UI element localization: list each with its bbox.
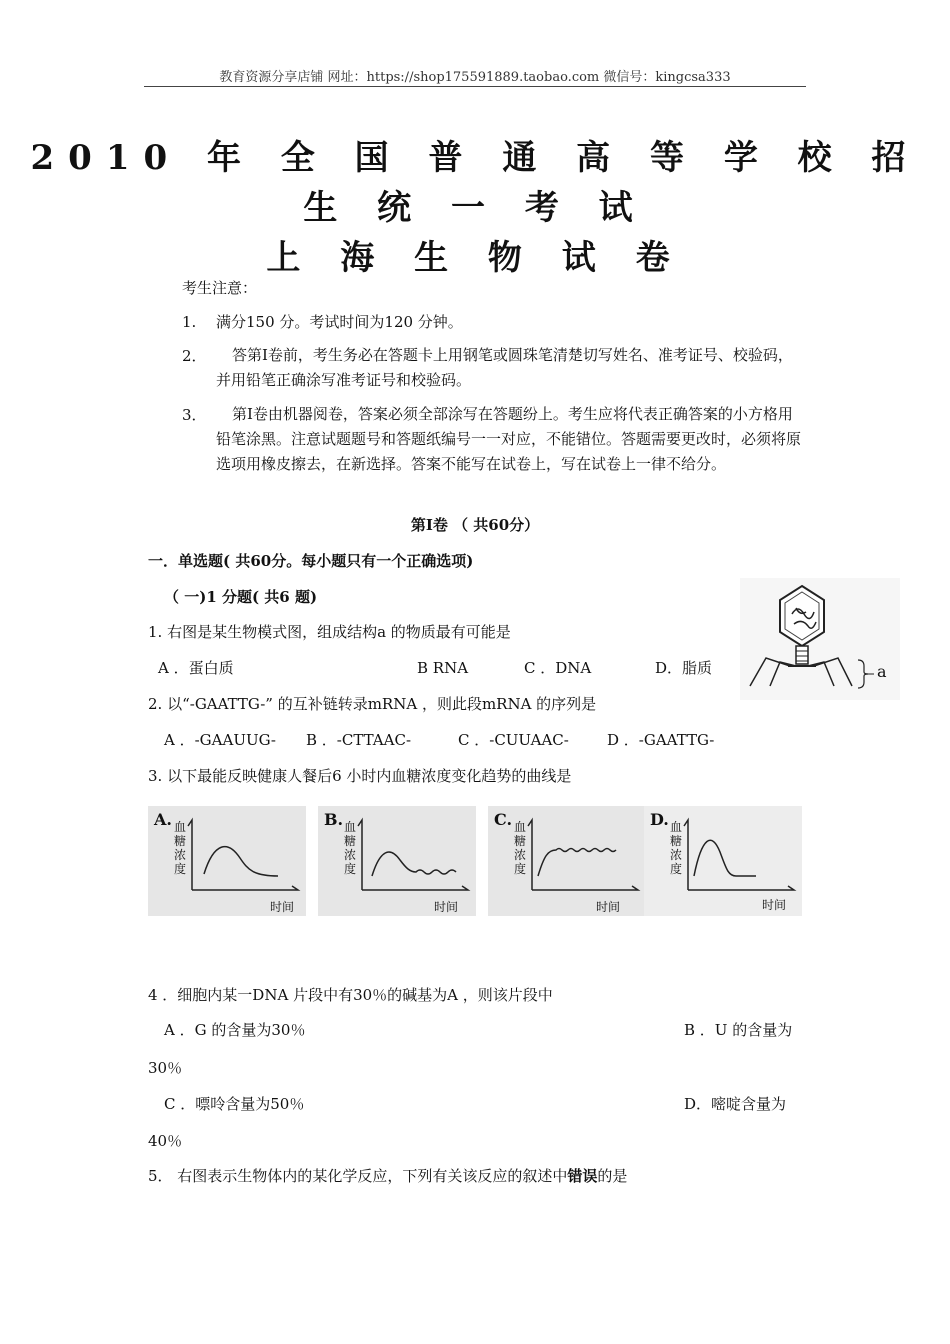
graph-c-ylabel: 血 糖 浓 度 [514, 820, 527, 876]
graph-b-ylabel: 血 糖 浓 度 [344, 820, 357, 876]
q1-option-d: D．脂质 [655, 659, 713, 677]
graph-c-xlabel: 时间 [596, 900, 621, 914]
q1-option-b: B RNA [417, 659, 469, 677]
notice-num-3: 3． [182, 406, 207, 424]
q5-stem-end: 的是 [597, 1167, 628, 1185]
graph-a-xlabel: 时间 [270, 900, 295, 914]
q4-option-c: C ．嘌呤含量为50％ [164, 1095, 305, 1113]
q5-emphasis: 错误 [567, 1167, 598, 1185]
glucose-graph-a [148, 806, 306, 916]
q4-option-b: B ．U 的含量为 [684, 1021, 793, 1039]
q4-option-b-continued: 30％ [148, 1059, 183, 1077]
notice-num-1: 1. [182, 313, 197, 331]
graph-b-xlabel: 时间 [434, 900, 459, 914]
title-line-2: 生 统 一 考 试 [303, 188, 647, 228]
phage-label-a: a [877, 662, 887, 681]
q1-option-c: C ．DNA [524, 659, 592, 677]
q5-stem-text: 5． 右图表示生物体内的某化学反应，下列有关该反应的叙述中 [148, 1167, 568, 1185]
q4-option-d: D．嘧啶含量为 [684, 1095, 787, 1113]
glucose-graph-b [318, 806, 476, 916]
subpart-heading: （ 一)1 分题( 共6 题) [164, 588, 318, 606]
glucose-graph-d [644, 806, 802, 916]
q4-option-d-continued: 40％ [148, 1132, 183, 1150]
q1-stem: 1. 右图是某生物模式图，组成结构a 的物质最有可能是 [148, 623, 511, 641]
graph-d-letter: D. [650, 810, 669, 829]
notice-num-2: 2． [182, 347, 207, 365]
graph-c-letter: C. [494, 810, 513, 829]
graph-a-ylabel: 血 糖 浓 度 [174, 820, 187, 876]
q2-option-c: C ．-CUUAAC- [458, 731, 569, 749]
graph-d-ylabel: 血 糖 浓 度 [670, 820, 683, 876]
q1-option-a: A ．蛋白质 [158, 659, 234, 677]
q2-option-d: D ．-GAATTG- [607, 731, 715, 749]
header-divider [144, 86, 806, 87]
q4-option-a: A ．G 的含量为30％ [164, 1021, 306, 1039]
notice-text-3: 第Ⅰ卷由机器阅卷，答案必须全部涂写在答题纷上。考生应将代表正确答案的小方格用铅笔涂黑。注意试题题号和答题纸编号一一对应，不能错位。答题需要更改时，必须将原选项用橡皮擦去，在新选择。答案不能写在试卷上，写在试卷上一律不给分。 [216, 405, 802, 473]
phage-figure [740, 578, 900, 700]
title-line-1: 2010 年 全 国 普 通 高 等 学 校 招 [30, 138, 920, 178]
title-line-3: 上 海 生 物 试 卷 [266, 238, 684, 278]
part-heading: 一．单选题( 共60分。每小题只有一个正确选项) [148, 552, 474, 570]
q2-option-a: A ．-GAAUUG- [164, 731, 276, 749]
q2-stem: 2. 以“-GAATTG-” 的互补链转录mRNA ，则此段mRNA 的序列是 [148, 695, 597, 713]
q2-option-b: B ．-CTTAAC- [306, 731, 412, 749]
page-header: 教育资源分享店铺 网址：https://shop175591889.taobao.com 微信号：kingcsa333 [219, 70, 731, 85]
glucose-graph-c [488, 806, 646, 916]
graph-d-xlabel: 时间 [762, 898, 787, 912]
graph-b-letter: B. [324, 810, 344, 829]
q3-stem: 3. 以下最能反映健康人餐后6 小时内血糖浓度变化趋势的曲线是 [148, 767, 572, 785]
notice-heading: 考生注意： [182, 279, 258, 297]
q4-stem: 4 ．细胞内某一DNA 片段中有30％的碱基为A ，则该片段中 [148, 986, 553, 1004]
notice-text-2: 答第Ⅰ卷前，考生务必在答题卡上用钢笔或圆珠笔清楚切写姓名、准考证号、校验码，并用铅笔正确涂写准考证号和校验码。 [216, 346, 793, 389]
notice-text-1: 满分150 分。考试时间为120 分钟。 [216, 313, 463, 331]
section-title: 第Ⅰ卷 （ 共60分） [410, 516, 540, 534]
graph-a-letter: A. [154, 810, 172, 829]
q5-stem [148, 1166, 627, 1186]
